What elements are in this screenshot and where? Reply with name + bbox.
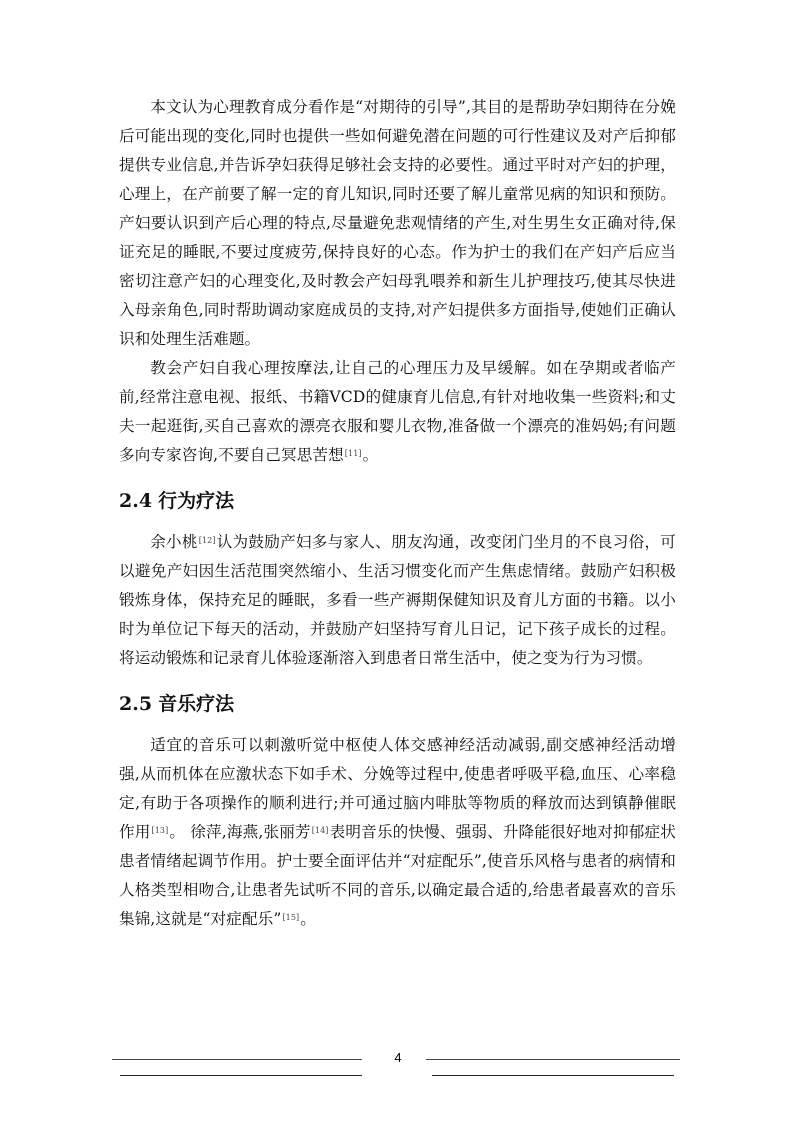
citation-11: [11]: [344, 449, 362, 458]
citation-13: [13]: [151, 826, 169, 835]
paragraph-text: 。 徐萍,海燕,张丽芳: [169, 823, 311, 841]
section-number: 2.5: [119, 693, 153, 715]
footer-rule-right-top: [426, 1059, 680, 1060]
paragraph-text: 余小桃: [150, 533, 198, 551]
paragraph-music-therapy: [119, 731, 676, 934]
section-number: 2.4: [119, 490, 153, 512]
citation-15: [15]: [282, 913, 300, 922]
paragraph-text: 教会产妇自我心理按摩法,让自己的心理压力及早缓解。如在孕期或者临产前,经常注意电视、报纸、书籍VCD的健康育儿信息,有针对地收集一些资料;和丈夫一起逛街,买自己喜欢的漂亮衣服和婴儿衣物,准备做一个漂亮的准妈妈;有问题多向专家咨询,不要自己冥思苦想: [119, 359, 676, 464]
section-title: 音乐疗法: [158, 693, 235, 715]
page-footer: [0, 1050, 793, 1090]
footer-rule-left-top: [112, 1059, 362, 1060]
section-heading-2-5: [119, 691, 676, 717]
paragraph-end: 。: [362, 446, 379, 464]
citation-12: [12]: [198, 536, 216, 545]
paragraph-end: 。: [300, 910, 316, 928]
paragraph-behavior-therapy: [119, 528, 676, 673]
section-heading-2-4: [119, 488, 676, 514]
footer-rule-left-bottom: [120, 1075, 362, 1076]
paragraph-text: 表明音乐的快慢、强弱、升降能很好地对抑郁症状患者情绪起调节作用。护士要全面评估并“对症配乐”,使音乐风格与患者的病情和人格类型相吻合,让患者先试听不同的音乐,以确定最合适的,给患者最喜欢的音乐集锦,这就是“对症配乐”: [119, 823, 676, 928]
paragraph-psych-education: [119, 93, 676, 354]
footer-rule-right-bottom: [432, 1075, 674, 1076]
page-content: [119, 93, 676, 934]
citation-14: [14]: [311, 826, 329, 835]
section-title: 行为疗法: [158, 490, 235, 512]
paragraph-self-massage: [119, 354, 676, 470]
page-number: 4: [394, 1050, 402, 1065]
paragraph-text: 适宜的音乐可以刺激听觉中枢使人体交感神经活动减弱,副交感神经活动增强,从而机体在应激状态下如手术、分娩等过程中,使患者呼吸平稳,血压、心率稳定,有助于各项操作的顺利进行;并可通过脑内啡肽等物质的释放而达到镇静催眠作用: [119, 736, 676, 841]
paragraph-text: 认为鼓励产妇多与家人、朋友沟通，改变闭门坐月的不良习俗，可以避免产妇因生活范围突然缩小、生活习惯变化而产生焦虑情绪。鼓励产妇积极锻炼身体，保持充足的睡眠，多看一些产褥期保健知识及育儿方面的书籍。以小时为单位记下每天的活动，并鼓励产妇坚持写育儿日记，记下孩子成长的过程。将运动锻炼和记录育儿体验逐渐溶入到患者日常生活中，使之变为行为习惯。: [119, 533, 676, 667]
paragraph-text: 本文认为心理教育成分看作是“对期待的引导”,其目的是帮助孕妇期待在分娩后可能出现的变化,同时也提供一些如何避免潜在问题的可行性建议及对产后抑郁提供专业信息,并告诉孕妇获得足够社会支持的必要性。通过平时对产妇的护理，心理上，在产前要了解一定的育儿知识,同时还要了解儿童常见病的知识和预防。产妇要认识到产后心理的特点,尽量避免悲观情绪的产生,对生男生女正确对待,保证充足的睡眠,不要过度疲劳,保持良好的心态。作为护士的我们在产妇产后应当密切注意产妇的心理变化,及时教会产妇母乳喂养和新生儿护理技巧,使其尽快进入母亲角色,同时帮助调动家庭成员的支持,对产妇提供多方面指导,使她们正确认识和处理生活难题。: [119, 98, 676, 348]
